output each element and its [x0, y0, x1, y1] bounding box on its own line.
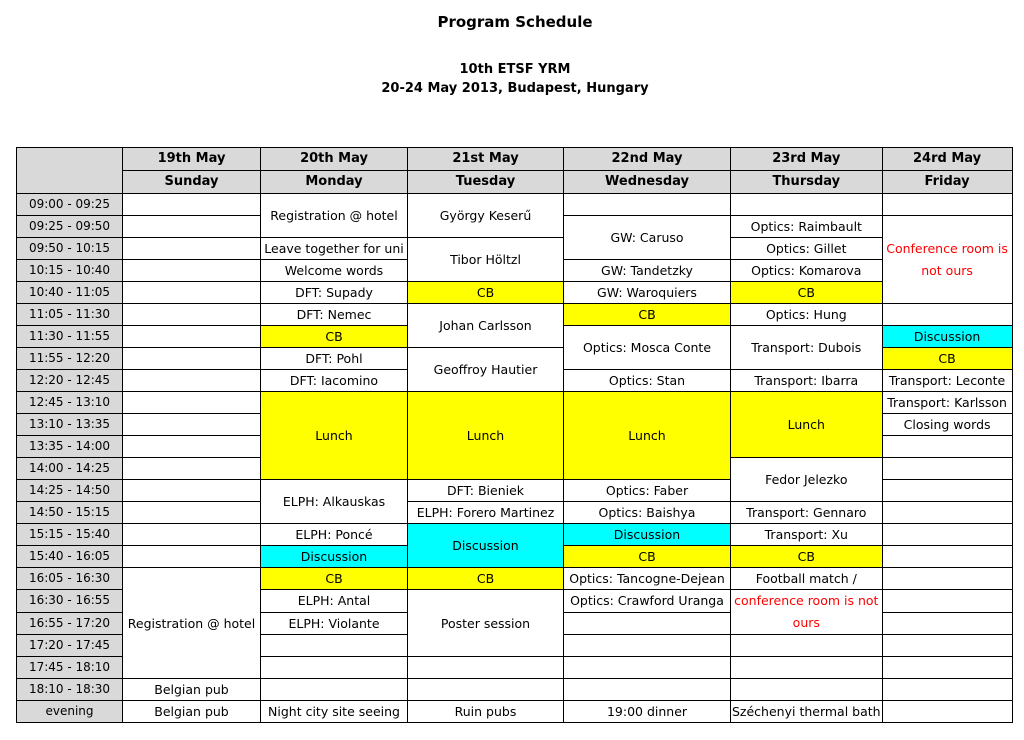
- schedule-cell: [123, 480, 261, 502]
- schedule-cell: [731, 657, 883, 679]
- lunch-cell: Lunch: [564, 392, 731, 480]
- schedule-cell: [564, 612, 731, 635]
- schedule-cell: [731, 635, 883, 657]
- schedule-cell: [882, 502, 1012, 524]
- coffee-break-cell: CB: [731, 546, 883, 568]
- schedule-cell: Széchenyi thermal bath: [731, 701, 883, 723]
- schedule-cell: Night city site seeing: [261, 701, 408, 723]
- schedule-cell: [731, 194, 883, 216]
- schedule-cell: Transport: Leconte: [882, 370, 1012, 392]
- schedule-cell: Welcome words: [261, 260, 408, 282]
- day-weekday: Thursday: [731, 171, 883, 194]
- schedule-cell: [123, 348, 261, 370]
- schedule-cell: [123, 238, 261, 260]
- schedule-cell: [882, 480, 1012, 502]
- schedule-cell: Optics: Hung: [731, 304, 883, 326]
- schedule-cell: [882, 524, 1012, 546]
- day-date: 20th May: [261, 148, 408, 171]
- schedule-cell: Optics: Baishya: [564, 502, 731, 524]
- schedule-cell: [261, 679, 408, 701]
- schedule-cell: DFT: Supady: [261, 282, 408, 304]
- schedule-cell: [123, 436, 261, 458]
- time-slot: 10:40 - 11:05: [17, 282, 123, 304]
- coffee-break-cell: CB: [882, 348, 1012, 370]
- schedule-cell: [408, 657, 564, 679]
- schedule-cell: [123, 216, 261, 238]
- table-row: [17, 568, 1013, 590]
- schedule-cell: [882, 590, 1012, 613]
- schedule-cell: Transport: Gennaro: [731, 502, 883, 524]
- schedule-cell: [123, 370, 261, 392]
- schedule-cell: GW: Caruso: [564, 216, 731, 260]
- header-row: [17, 171, 1013, 194]
- discussion-cell: Discussion: [882, 326, 1012, 348]
- schedule-cell: [123, 524, 261, 546]
- lunch-cell: Lunch: [408, 392, 564, 480]
- table-row: [17, 701, 1013, 723]
- day-date: 19th May: [123, 148, 261, 171]
- schedule-cell: [123, 194, 261, 216]
- schedule-cell: [882, 635, 1012, 657]
- schedule-cell: Optics: Raimbault: [731, 216, 883, 238]
- time-slot: 13:10 - 13:35: [17, 414, 123, 436]
- coffee-break-cell: CB: [261, 326, 408, 348]
- schedule-cell: ELPH: Violante: [261, 612, 408, 635]
- time-slot: 16:30 - 16:55: [17, 590, 123, 613]
- schedule-cell: [261, 657, 408, 679]
- schedule-cell: Optics: Crawford Uranga: [564, 590, 731, 613]
- day-date: 22nd May: [564, 148, 731, 171]
- schedule-cell: [123, 502, 261, 524]
- schedule-cell: [882, 568, 1012, 590]
- event-name: 10th ETSF YRM: [459, 62, 571, 77]
- time-slot: 13:35 - 14:00: [17, 436, 123, 458]
- schedule-cell: conference room is not ours: [731, 590, 883, 635]
- time-slot: 11:30 - 11:55: [17, 326, 123, 348]
- schedule-cell: [123, 458, 261, 480]
- time-slot: 18:10 - 18:30: [17, 679, 123, 701]
- page-title: Program Schedule: [437, 13, 593, 31]
- schedule-cell: DFT: Pohl: [261, 348, 408, 370]
- schedule-cell: [882, 679, 1012, 701]
- schedule-cell: [882, 436, 1012, 458]
- schedule-cell: Football match /: [731, 568, 883, 590]
- schedule-cell: [123, 282, 261, 304]
- header-row: [17, 148, 1013, 171]
- schedule-cell: Optics: Mosca Conte: [564, 326, 731, 370]
- time-slot: 17:45 - 18:10: [17, 657, 123, 679]
- table-row: [17, 392, 1013, 414]
- time-slot: 12:45 - 13:10: [17, 392, 123, 414]
- schedule-cell: [408, 679, 564, 701]
- table-row: [17, 524, 1013, 546]
- time-slot: 16:05 - 16:30: [17, 568, 123, 590]
- table-row: [17, 282, 1013, 304]
- schedule-cell: [123, 326, 261, 348]
- schedule-cell: Poster session: [408, 590, 564, 657]
- schedule-cell: Belgian pub: [123, 679, 261, 701]
- schedule-table: [16, 147, 1013, 723]
- schedule-cell: ELPH: Poncé: [261, 524, 408, 546]
- schedule-cell: Leave together for uni: [261, 238, 408, 260]
- time-slot: evening: [17, 701, 123, 723]
- day-weekday: Sunday: [123, 171, 261, 194]
- schedule-cell: Transport: Ibarra: [731, 370, 883, 392]
- schedule-cell: [882, 657, 1012, 679]
- schedule-cell: Tibor Höltzl: [408, 238, 564, 282]
- schedule-cell: Optics: Komarova: [731, 260, 883, 282]
- table-row: [17, 679, 1013, 701]
- schedule-cell: ELPH: Forero Martinez: [408, 502, 564, 524]
- event-dates-location: 20-24 May 2013, Budapest, Hungary: [381, 81, 649, 96]
- corner-cell: [17, 148, 123, 194]
- time-slot: 14:50 - 15:15: [17, 502, 123, 524]
- discussion-cell: Discussion: [261, 546, 408, 568]
- schedule-cell: Optics: Gillet: [731, 238, 883, 260]
- schedule-cell: ELPH: Antal: [261, 590, 408, 613]
- schedule-cell: DFT: Iacomino: [261, 370, 408, 392]
- table-row: [17, 238, 1013, 260]
- discussion-cell: Discussion: [408, 524, 564, 568]
- time-slot: 11:05 - 11:30: [17, 304, 123, 326]
- schedule-cell: Johan Carlsson: [408, 304, 564, 348]
- schedule-cell: 19:00 dinner: [564, 701, 731, 723]
- schedule-cell: Geoffroy Hautier: [408, 348, 564, 392]
- schedule-cell: [731, 679, 883, 701]
- coffee-break-cell: CB: [731, 282, 883, 304]
- table-row: [17, 502, 1013, 524]
- schedule-cell: Registration @ hotel: [123, 568, 261, 679]
- schedule-cell: [564, 635, 731, 657]
- schedule-cell: Transport: Xu: [731, 524, 883, 546]
- time-slot: 09:50 - 10:15: [17, 238, 123, 260]
- schedule-cell: [564, 657, 731, 679]
- time-slot: 16:55 - 17:20: [17, 612, 123, 635]
- coffee-break-cell: CB: [564, 304, 731, 326]
- schedule-cell: GW: Waroquiers: [564, 282, 731, 304]
- coffee-break-cell: CB: [564, 546, 731, 568]
- coffee-break-cell: CB: [408, 568, 564, 590]
- day-weekday: Wednesday: [564, 171, 731, 194]
- schedule-cell: Transport: Karlsson: [882, 392, 1012, 414]
- schedule-cell: Ruin pubs: [408, 701, 564, 723]
- schedule-cell: [882, 194, 1012, 216]
- day-weekday: Tuesday: [408, 171, 564, 194]
- schedule-cell: [261, 635, 408, 657]
- schedule-cell: Belgian pub: [123, 701, 261, 723]
- coffee-break-cell: CB: [261, 568, 408, 590]
- day-date: 21st May: [408, 148, 564, 171]
- schedule-cell: [564, 679, 731, 701]
- time-slot: 17:20 - 17:45: [17, 635, 123, 657]
- schedule-cell: [123, 414, 261, 436]
- time-slot: 09:00 - 09:25: [17, 194, 123, 216]
- schedule-cell: [564, 194, 731, 216]
- day-date: 24rd May: [882, 148, 1012, 171]
- table-row: [17, 194, 1013, 216]
- lunch-cell: Lunch: [731, 392, 883, 458]
- schedule-cell: [123, 546, 261, 568]
- time-slot: 12:20 - 12:45: [17, 370, 123, 392]
- time-slot: 10:15 - 10:40: [17, 260, 123, 282]
- schedule-cell: GW: Tandetzky: [564, 260, 731, 282]
- time-slot: 15:15 - 15:40: [17, 524, 123, 546]
- schedule-cell: [123, 260, 261, 282]
- schedule-cell: [123, 392, 261, 414]
- table-row: [17, 304, 1013, 326]
- time-slot: 14:00 - 14:25: [17, 458, 123, 480]
- day-date: 23rd May: [731, 148, 883, 171]
- schedule-cell: [882, 546, 1012, 568]
- time-slot: 09:25 - 09:50: [17, 216, 123, 238]
- day-weekday: Friday: [882, 171, 1012, 194]
- schedule-cell: Registration @ hotel: [261, 194, 408, 238]
- time-slot: 15:40 - 16:05: [17, 546, 123, 568]
- schedule-cell: Optics: Faber: [564, 480, 731, 502]
- schedule-cell: ELPH: Alkauskas: [261, 480, 408, 524]
- day-weekday: Monday: [261, 171, 408, 194]
- schedule-cell: [882, 701, 1012, 723]
- schedule-cell: Transport: Dubois: [731, 326, 883, 370]
- coffee-break-cell: CB: [408, 282, 564, 304]
- schedule-cell: Conference room is not ours: [882, 216, 1012, 304]
- schedule-cell: DFT: Nemec: [261, 304, 408, 326]
- schedule-cell: [882, 458, 1012, 480]
- discussion-cell: Discussion: [564, 524, 731, 546]
- schedule-cell: Optics: Stan: [564, 370, 731, 392]
- schedule-cell: DFT: Bieniek: [408, 480, 564, 502]
- schedule-cell: [123, 304, 261, 326]
- time-slot: 14:25 - 14:50: [17, 480, 123, 502]
- time-slot: 11:55 - 12:20: [17, 348, 123, 370]
- schedule-cell: [882, 304, 1012, 326]
- lunch-cell: Lunch: [261, 392, 408, 480]
- schedule-cell: [882, 612, 1012, 635]
- schedule-cell: Optics: Tancogne-Dejean: [564, 568, 731, 590]
- schedule-cell: Fedor Jelezko: [731, 458, 883, 502]
- schedule-cell: Closing words: [882, 414, 1012, 436]
- schedule-cell: György Keserű: [408, 194, 564, 238]
